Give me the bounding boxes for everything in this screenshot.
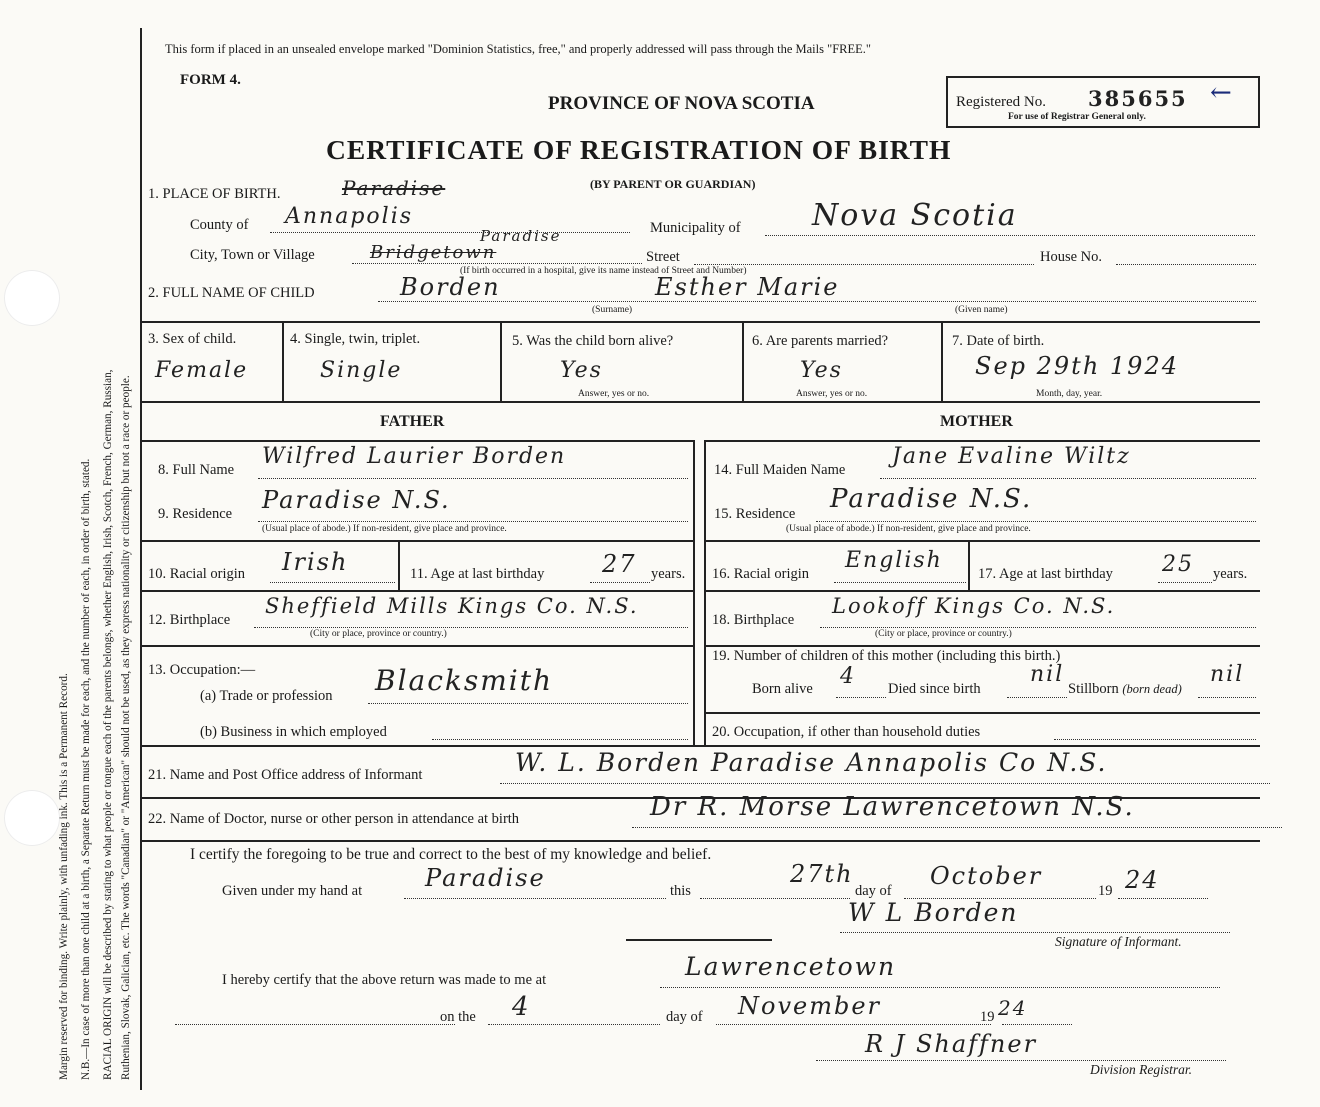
father-years: years. bbox=[651, 566, 686, 582]
dob-value: Sep 29th 1924 bbox=[975, 352, 1179, 380]
registrar-note: For use of Registrar General only. bbox=[1008, 112, 1146, 122]
surname-caption: (Surname) bbox=[592, 305, 633, 315]
sex-label: 3. Sex of child. bbox=[148, 331, 237, 347]
dob-label: 7. Date of birth. bbox=[952, 333, 1045, 349]
given-caption: (Given name) bbox=[955, 305, 1008, 315]
plurality-label: 4. Single, twin, triplet. bbox=[290, 331, 421, 347]
born-alive-value: Yes bbox=[560, 358, 603, 383]
mother-stillborn-label bbox=[1068, 681, 1182, 698]
child-given-name: Esther Marie bbox=[655, 273, 840, 301]
mother-years: years. bbox=[1213, 566, 1248, 582]
born-alive-caption: Answer, yes or no. bbox=[578, 389, 650, 399]
registrar-place: Lawrencetown bbox=[685, 952, 897, 981]
place-of-birth-label: 1. PLACE OF BIRTH. bbox=[148, 186, 281, 202]
certificate-subtitle: (BY PARENT OR GUARDIAN) bbox=[590, 177, 756, 191]
given-label: Given under my hand at bbox=[222, 883, 363, 899]
dob-caption: Month, day, year. bbox=[1036, 389, 1103, 399]
mother-stillborn-caption: (born dead) bbox=[1122, 682, 1182, 696]
informant-signature: W L Borden bbox=[848, 898, 1019, 927]
married-label: 6. Are parents married? bbox=[752, 333, 889, 349]
cert-day-of-label: day of bbox=[855, 883, 892, 899]
mother-birthplace-caption: (City or place, province or country.) bbox=[875, 629, 1012, 639]
father-heading: FATHER bbox=[380, 413, 445, 430]
mother-age-value: 25 bbox=[1162, 552, 1194, 577]
father-racial-label: 10. Racial origin bbox=[148, 566, 246, 582]
father-occupation-label: 13. Occupation:— bbox=[148, 662, 256, 678]
mother-racial-label: 16. Racial origin bbox=[712, 566, 810, 582]
registrar-year-prefix: 19 bbox=[980, 1009, 995, 1025]
city-label: City, Town or Village bbox=[190, 247, 315, 263]
mother-heading: MOTHER bbox=[940, 413, 1013, 430]
mother-born-alive-value: 4 bbox=[840, 664, 856, 689]
born-alive-label: 5. Was the child born alive? bbox=[512, 333, 674, 349]
mother-birthplace-value: Lookoff Kings Co. N.S. bbox=[832, 594, 1116, 618]
cert-year: 24 bbox=[1125, 866, 1160, 894]
mother-age-label: 17. Age at last birthday bbox=[978, 566, 1113, 582]
father-trade-label: (a) Trade or profession bbox=[200, 688, 333, 704]
father-birthplace-value: Sheffield Mills Kings Co. N.S. bbox=[265, 594, 639, 618]
cert-day: 27th bbox=[790, 860, 854, 888]
married-value: Yes bbox=[800, 358, 843, 383]
postal-note: This form if placed in an unsealed envelope marked "Dominion Statistics, free," and properly addressed will pass through the Mails "FREE." bbox=[165, 42, 872, 56]
sex-value: Female bbox=[155, 358, 249, 383]
father-residence-caption: (Usual place of abode.) If non-resident, give place and province. bbox=[262, 524, 507, 534]
hospital-note: (If birth occurred in a hospital, give its name instead of Street and Number) bbox=[460, 266, 747, 276]
city-value: Paradise bbox=[480, 227, 562, 245]
certificate-title: CERTIFICATE OF REGISTRATION OF BIRTH bbox=[326, 134, 952, 165]
house-label: House No. bbox=[1040, 249, 1103, 265]
doctor-value: Dr R. Morse Lawrencetown N.S. bbox=[650, 792, 1135, 822]
province-heading: PROVINCE OF NOVA SCOTIA bbox=[548, 93, 815, 114]
certify-statement: I certify the foregoing to be true and correct to the best of my knowledge and belief. bbox=[190, 846, 712, 863]
county-label: County of bbox=[190, 217, 249, 233]
registered-label: Registered No. bbox=[956, 94, 1046, 110]
city-struck: Bridgetown bbox=[370, 242, 497, 263]
mother-birthplace-label: 18. Birthplace bbox=[712, 612, 795, 628]
mother-residence-caption: (Usual place of abode.) If non-resident, give place and province. bbox=[786, 524, 1031, 534]
street-label: Street bbox=[646, 249, 680, 265]
cert-year-prefix: 19 bbox=[1098, 883, 1113, 899]
mother-stillborn-text: Stillborn bbox=[1068, 681, 1119, 697]
father-residence-value: Paradise N.S. bbox=[262, 486, 451, 514]
side-note-3: RACIAL ORIGIN will be described by stating to what people or tongue each of the parents belongs, whether English, Irish, Scotch, French, German, Russian, bbox=[102, 369, 114, 1080]
side-note-4: Ruthenian, Slovak, Galician, etc. The words "Canadian" or "American" should not be used, as they express nationality or citizenship but not a race or people. bbox=[120, 375, 132, 1080]
mother-children-label: 19. Number of children of this mother (including this birth.) bbox=[712, 648, 1061, 664]
side-note-1: Margin reserved for binding. Write plainly, with unfading ink. This is a Permanent Record. bbox=[58, 673, 70, 1080]
mother-occupation-label: 20. Occupation, if other than household duties bbox=[712, 724, 981, 740]
father-age-label: 11. Age at last birthday bbox=[410, 566, 545, 582]
binding-hole-bottom bbox=[4, 790, 60, 846]
mother-stillborn-value: nil bbox=[1210, 662, 1245, 687]
father-birthplace-label: 12. Birthplace bbox=[148, 612, 231, 628]
mother-racial-value: English bbox=[845, 548, 943, 573]
child-name-label: 2. FULL NAME OF CHILD bbox=[148, 285, 315, 301]
on-the-label: on the bbox=[440, 1009, 476, 1025]
registered-number: 385655 bbox=[1088, 86, 1188, 111]
this-label: this bbox=[670, 883, 691, 899]
municipality-label: Municipality of bbox=[650, 220, 741, 236]
mother-born-alive-label: Born alive bbox=[752, 681, 813, 697]
married-caption: Answer, yes or no. bbox=[796, 389, 868, 399]
mother-residence-label: 15. Residence bbox=[714, 506, 796, 522]
registrar-month: November bbox=[738, 992, 882, 1020]
father-trade-value: Blacksmith bbox=[375, 664, 554, 697]
informant-value: W. L. Borden Paradise Annapolis Co N.S. bbox=[515, 748, 1108, 777]
father-residence-label: 9. Residence bbox=[158, 506, 233, 522]
mother-residence-value: Paradise N.S. bbox=[830, 484, 1033, 514]
municipality-value: Nova Scotia bbox=[812, 198, 1018, 233]
registrar-signature-caption: Division Registrar. bbox=[1090, 1062, 1193, 1077]
plurality-value: Single bbox=[320, 358, 403, 383]
child-surname: Borden bbox=[400, 273, 501, 301]
mother-name-value: Jane Evaline Wiltz bbox=[892, 444, 1131, 469]
father-name-label: 8. Full Name bbox=[158, 462, 235, 478]
father-business-label: (b) Business in which employed bbox=[200, 724, 387, 740]
registrar-statement: I hereby certify that the above return was made to me at bbox=[222, 972, 547, 988]
form-number: FORM 4. bbox=[180, 72, 241, 88]
mother-died-label: Died since birth bbox=[888, 681, 981, 697]
father-birthplace-caption: (City or place, province or country.) bbox=[310, 629, 447, 639]
given-place: Paradise bbox=[425, 864, 546, 892]
mother-died-value: nil bbox=[1030, 662, 1065, 687]
doctor-label: 22. Name of Doctor, nurse or other person in attendance at birth bbox=[148, 811, 520, 827]
cert-month: October bbox=[930, 862, 1043, 890]
informant-label: 21. Name and Post Office address of Informant bbox=[148, 767, 423, 783]
mother-name-label: 14. Full Maiden Name bbox=[714, 462, 846, 478]
father-age-value: 27 bbox=[602, 550, 637, 578]
father-name-value: Wilfred Laurier Borden bbox=[262, 444, 567, 469]
side-note-2: N.B.—In case of more than one child at a birth, a Separate Return must be made for each, and the number of each, in order of birth, stated. bbox=[80, 458, 92, 1080]
place-of-birth-struck: Paradise bbox=[342, 176, 446, 200]
registrar-signature: R J Shaffner bbox=[865, 1030, 1038, 1058]
registrar-day: 4 bbox=[512, 992, 531, 1022]
father-racial-value: Irish bbox=[282, 548, 349, 576]
registrar-day-of-label: day of bbox=[666, 1009, 703, 1025]
registrar-year: 24 bbox=[998, 996, 1028, 1020]
county-value: Annapolis bbox=[285, 204, 414, 229]
check-mark: ← bbox=[1210, 78, 1234, 108]
margin-border bbox=[140, 28, 142, 1090]
binding-hole-top bbox=[4, 270, 60, 326]
informant-signature-caption: Signature of Informant. bbox=[1055, 934, 1182, 949]
